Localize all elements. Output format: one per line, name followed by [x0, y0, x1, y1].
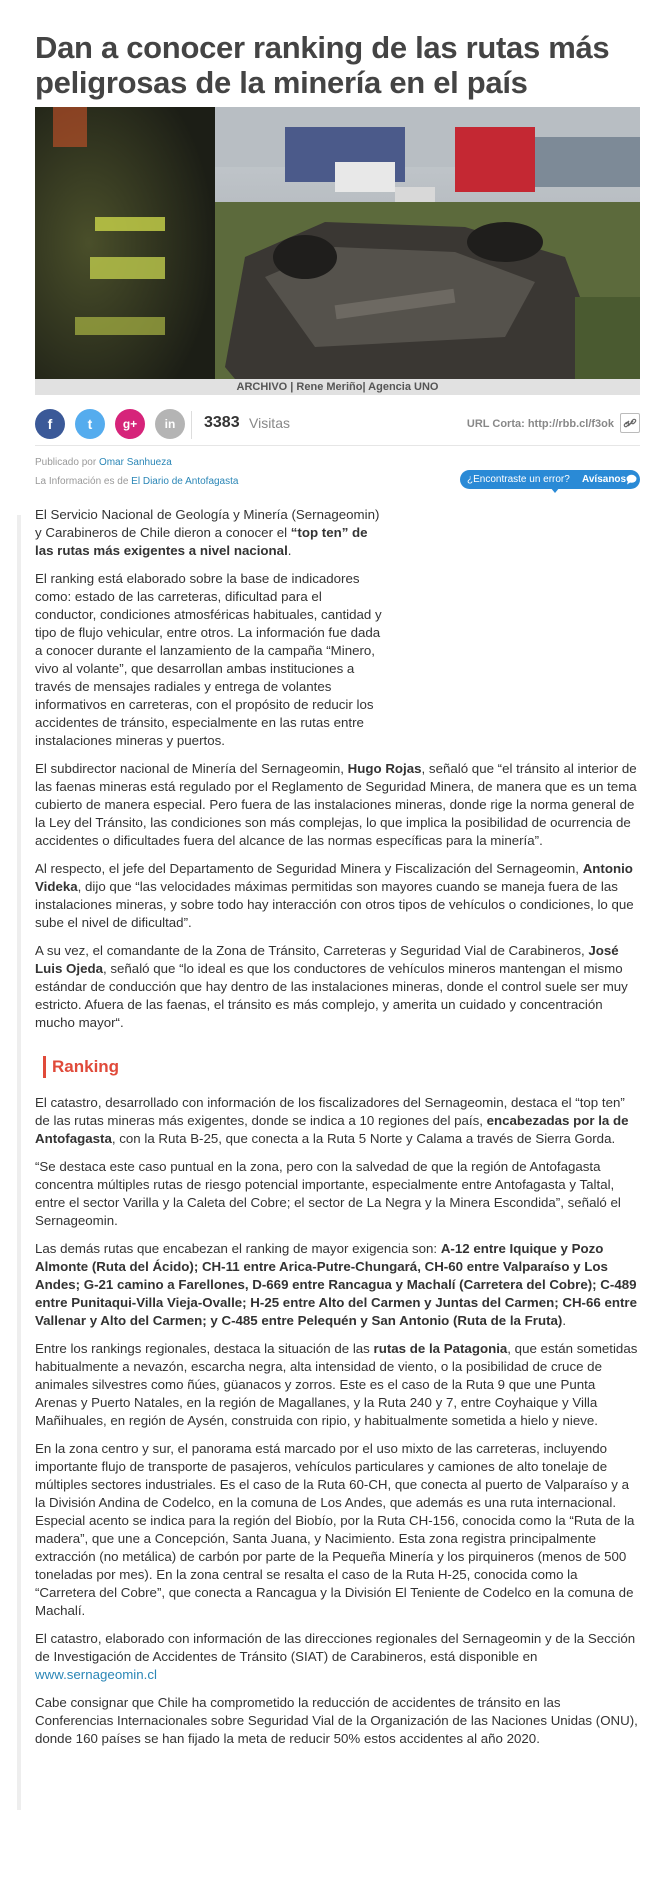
- article-body: [35, 506, 640, 1758]
- paragraph-patagonia: [35, 1340, 640, 1430]
- paragraph-text: .: [287, 543, 292, 558]
- facebook-share-button[interactable]: f: [35, 409, 65, 439]
- paragraph-text: Entre los rankings regionales, destaca la situación de las: [35, 1341, 374, 1356]
- paragraph-catastro-availability: [35, 1630, 640, 1684]
- person-name: Hugo Rojas: [347, 761, 422, 776]
- paragraph-text: El catastro, desarrollado con información de los fiscalizadores del Sernageomin, destaca el “top ten” de las rutas mineras más exigentes, donde se indica a 10 regiones del país,: [35, 1095, 625, 1128]
- published-label: Publicado por: [35, 457, 97, 468]
- author-link[interactable]: Omar Sanhueza: [98, 457, 172, 468]
- chat-bubble-icon: [626, 474, 637, 485]
- paragraph-center-south: En la zona centro y sur, el panorama está marcado por el uso mixto de las carreteras, incluyendo importante flujo de transporte de pasajeros, vehículos particulares y camiones de alto tonelaje de múltiples sectores industriales. Es el caso de la Ruta 60-CH, que conecta al puerto de Valparaíso y a la División Andina de Codelco, en la comuna de Los Andes, que además es una ruta internacional. Especial acento se indica para la región del Biobío, por la Ruta CH-156, conocida como la “Ruta de la madera”, que une a Concepción, Santa Juana, y Nacimiento. Esta zona registra principalmente extracción (no metálica) de carbón por parte de la Pequeña Minería y los pirquineros (menos de 500 toneladas por mes). En la zona central se resalta el caso de la Ruta H-25, conocida como la “Carretera del Cobre”, que conecta a Rancagua y la División El Teniente de Codelco en la comuna de Machalí.: [35, 1441, 635, 1618]
- paragraph-un-commitment: Cabe consignar que Chile ha comprometido la reducción de accidentes de tránsito en las Conferencias Internacionales sobre Seguridad Vial de la Organización de las Naciones Unidas (ONU), donde 160 países se han fijado la meta de reducir 50% estos accidentes al año 2020.: [35, 1695, 638, 1746]
- paragraph-videka: [35, 860, 640, 932]
- emphasis-text: encabezadas por la de Antofagasta: [35, 1113, 629, 1146]
- paragraph-text: , dijo que “las velocidades máximas permitidas son mayores cuando se maneja fuera de las instalaciones mineras, y sobre todo hay interacción con otros tipos de vehículos o condiciones, lo que sube el nivel de dificultad”.: [35, 879, 634, 930]
- link-icon: [621, 414, 639, 432]
- paragraph-intro: [35, 506, 384, 560]
- share-bottom-rule: [35, 445, 640, 446]
- paragraph-antofagasta-quote: “Se destaca este caso puntual en la zona, pero con la salvedad de que la región de Antofagasta concentra múltiples rutas de riesgo potencial importante, especialmente entre Antofagasta y Taltal, entre el sector Varilla y la Caleta del Cobre; el sector de La Negra y la Minera Escondida”, señaló el Sernageomin.: [35, 1159, 621, 1228]
- paragraph-route-list: [35, 1240, 640, 1330]
- twitter-share-button[interactable]: t: [75, 409, 105, 439]
- section-heading-ranking: Ranking: [43, 1056, 640, 1078]
- source-link[interactable]: El Diario de Antofagasta: [131, 476, 239, 487]
- paragraph-text: , señaló que “el tránsito al interior de las faenas mineras está regulado por el Reglamento de Seguridad Minera, de manera que es un tema cubierto de manera especial. Pero fuera de las instalaciones mineras, donde rige la norma general de la Ley del Tránsito, las condiciones son más complejas, lo que implica la posibilidad de ocurrencia de accidentes o dificultades fuera del alcance de las normas específicas para la minería”.: [35, 761, 637, 848]
- route-list-text: A-12 entre Iquique y Pozo Almonte (Ruta del Ácido); CH-11 entre Arica-Putre-Chungará, CH-60 entre Valparaíso y Los Andes; G-21 camino a Farellones, D-669 entre Rancagua y Machalí (Carretera del Cobre); C-489 entre Punitaqui-Villa Vieja-Ovalle; H-25 entre Alto del Carmen y Juntas del Carmen; CH-66 entre Vallenar y Alto del Carmen; y C-485 entre Pelequén y San Antonio (Ruta de la Fruta): [35, 1241, 637, 1328]
- report-error-action: Avísanos: [582, 474, 627, 485]
- article-title: Dan a conocer ranking de las rutas más peligrosas de la minería en el país: [35, 30, 610, 100]
- paragraph-text: Las demás rutas que encabezan el ranking de mayor exigencia son:: [35, 1241, 441, 1256]
- share-divider: [191, 411, 192, 439]
- paragraph-text: , señaló que “lo ideal es que los conductores de vehículos mineros mantengan el mismo estándar de conducción que hay dentro de las instalaciones mineras, donde el control suele ser muy estricto. Afuera de las faenas, el tránsito es más complejo, y amerita un cuidado y concentración mucho mayor“.: [35, 961, 628, 1030]
- paragraph-ranking-basis: El ranking está elaborado sobre la base de indicadores como: estado de las carreteras, dificultad para el conductor, condiciones atmosféricas habituales, cantidad y tipo de flujo vehicular, entre otros. La información fue dada a conocer durante el lanzamiento de la campaña “Minero, vivo al volante”, que desarrollan ambas instituciones a través de mensajes radiales y entrega de volantes informativos en carreteras, con el propósito de reducir los accidentes de tránsito, especialmente en las rutas entre instalaciones mineras y puertos.: [35, 571, 382, 748]
- paragraph-text: , con la Ruta B-25, que conecta a la Ruta 5 Norte y Calama a través de Sierra Gorda.: [111, 1131, 616, 1146]
- copy-link-button[interactable]: [620, 413, 640, 433]
- googleplus-share-button[interactable]: g+: [115, 409, 145, 439]
- paragraph-text: Al respecto, el jefe del Departamento de Seguridad Minera y Fiscalización del Sernageomin,: [35, 861, 583, 876]
- article-left-rule: [17, 515, 21, 1810]
- paragraph-text: El subdirector nacional de Minería del Sernageomin,: [35, 761, 348, 776]
- report-error-question: ¿Encontraste un error?: [467, 474, 570, 485]
- paragraph-subdirector: [35, 760, 640, 850]
- paragraph-text: El catastro, elaborado con información de las direcciones regionales del Sernageomin y de la Sección de Investigación de Accidentes de Tránsito (SIAT) de Carabineros, está disponible en: [35, 1631, 636, 1664]
- byline-source: [35, 475, 238, 489]
- paragraph-text: El Servicio Nacional de Geología y Minería (Sernageomin) y Carabineros de Chile dieron a conocer el: [35, 507, 380, 540]
- emphasis-text: rutas de la Patagonia: [373, 1341, 508, 1356]
- visit-label: Visitas: [249, 415, 290, 431]
- crash-scene-image: [35, 107, 640, 379]
- visit-count: 3383: [204, 414, 240, 431]
- paragraph-text: A su vez, el comandante de la Zona de Tránsito, Carreteras y Seguridad Vial de Carabineros,: [35, 943, 589, 958]
- article-photo[interactable]: [35, 107, 640, 379]
- share-bar: [35, 409, 640, 447]
- emphasis-text: “top ten” de las rutas más exigentes a nivel nacional: [35, 525, 368, 558]
- photo-caption: ARCHIVO | Rene Meriño| Agencia UNO: [35, 379, 640, 395]
- byline-published: [35, 456, 172, 470]
- report-error-pointer: [550, 487, 560, 493]
- person-name: Antonio Videka: [35, 861, 633, 894]
- report-error-button[interactable]: [460, 470, 640, 489]
- source-label: La Información es de: [35, 476, 129, 487]
- paragraph-ojeda: [35, 942, 640, 1032]
- short-url[interactable]: URL Corta: http://rbb.cl/f3ok: [466, 418, 614, 430]
- paragraph-text: .: [562, 1313, 567, 1328]
- sernageomin-link[interactable]: www.sernageomin.cl: [35, 1667, 157, 1682]
- paragraph-text: , que están sometidas habitualmente a nevazón, escarcha negra, alta intensidad de viento, o la posibilidad de cruce de animales silvestres como ñúes, güanacos y zorros. Este es el caso de la Ruta 9 que une Punta Arenas y Puerto Natales, en la región de Magallanes, y la Ruta 240 y 7, entre Coyhaique y Villa Mañihuales, en región de Aysén, construida con ripio, y habitualmente sometida a hielo y nieve.: [35, 1341, 638, 1428]
- person-name: José Luis Ojeda: [35, 943, 619, 976]
- paragraph-top-ten: [35, 1094, 640, 1148]
- linkedin-share-button[interactable]: in: [155, 409, 185, 439]
